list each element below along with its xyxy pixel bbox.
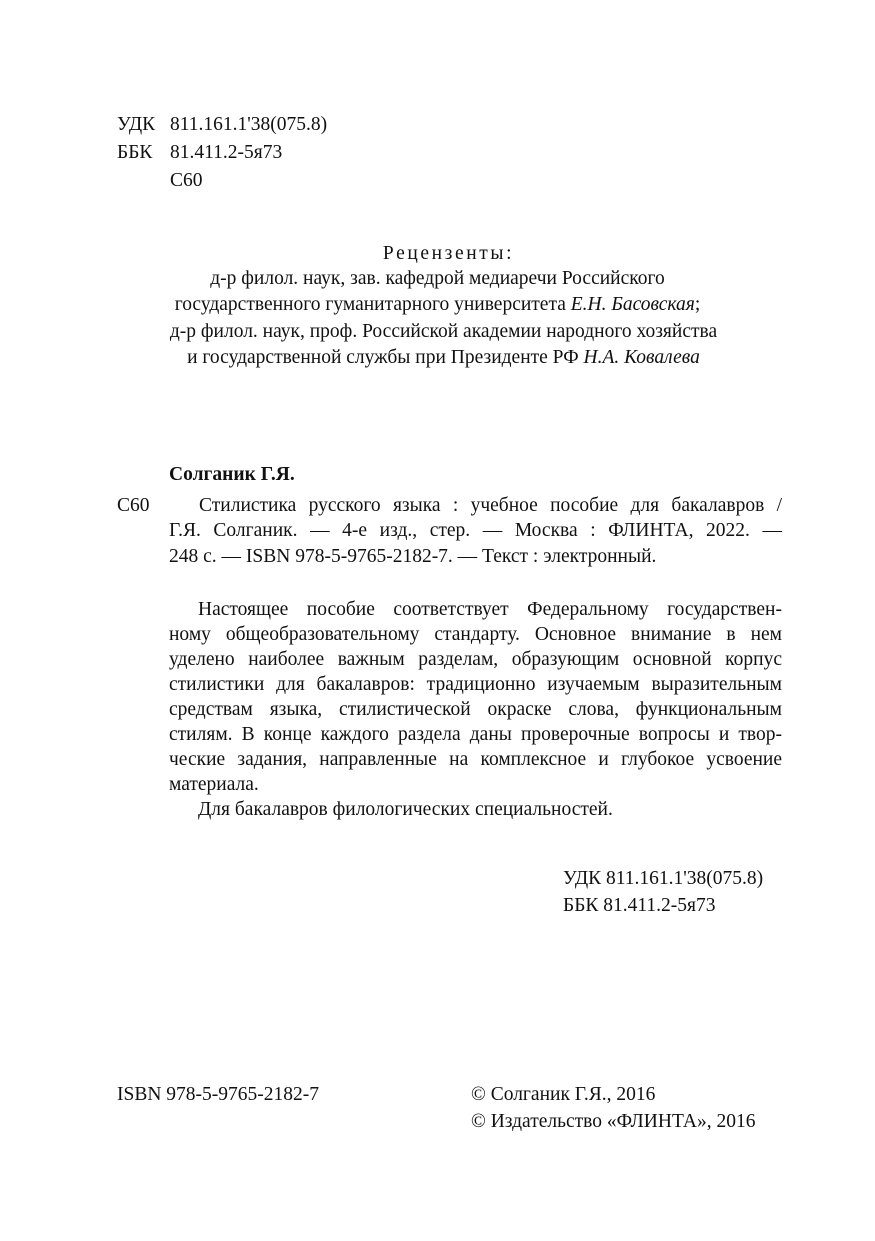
annotation-line: средствам языка, стилистической окраске слова, функциональным	[169, 699, 782, 720]
isbn: ISBN 978-5-9765-2182-7	[117, 1084, 320, 1105]
reviewers-heading: Рецензенты:	[382, 243, 515, 264]
annotation-line: ческие задания, направленные на комплексное и глубокое усвоение	[169, 749, 782, 770]
reviewer-2-line-2	[0, 345, 875, 370]
bbk-label: ББК	[117, 142, 153, 163]
reviewer-1-tail: ;	[694, 294, 701, 315]
bbk-bottom: ББК 81.411.2-5я73	[563, 895, 716, 916]
record-line-3: 248 с. — ISBN 978-5-9765-2182-7. — Текст : электронный.	[169, 546, 657, 567]
annotation	[169, 597, 782, 822]
annotation-line: Настоящее пособие соответствует Федеральному государствен-	[198, 599, 782, 620]
record-line-1: Стилистика русского языка : учебное пособие для бакалавров /	[199, 495, 782, 516]
author-sign: С60	[170, 170, 203, 191]
record-line-2: Г.Я. Солганик. — 4-е изд., стер. — Москва : ФЛИНТА, 2022. —	[169, 520, 782, 541]
udk-label: УДК	[117, 114, 156, 135]
udk-bottom: УДК 811.161.1'38(075.8)	[563, 868, 764, 889]
reviewer-1-line-2	[0, 292, 875, 317]
annotation-last-line: материала.	[169, 774, 259, 795]
annotation-line: уделено наиболее важным разделам, образующим основной корпус	[169, 649, 782, 670]
reviewer-2-line-1: д-р филол. наук, проф. Российской академии народного хозяйства	[169, 321, 718, 342]
bbk-value: 81.411.2-5я73	[170, 142, 283, 163]
reviewer-1-name: Е.Н. Басовская	[570, 294, 695, 315]
reviewer-2-name: Н.А. Ковалева	[583, 347, 700, 368]
record-sign: С60	[117, 495, 150, 516]
audience-note: Для бакалавров филологических специальностей.	[198, 799, 613, 820]
udk-value: 811.161.1'38(075.8)	[170, 114, 328, 135]
reviewer-1-line-1: д-р филол. наук, зав. кафедрой медиаречи Российского	[210, 268, 665, 289]
reviewer-1-affiliation: государственного гуманитарного университета	[174, 294, 566, 315]
author-heading: Солганик Г.Я.	[169, 464, 295, 485]
annotation-line: ному общеобразовательному стандарту. Основное внимание в нем	[169, 624, 782, 645]
copyright-author: © Солганик Г.Я., 2016	[471, 1084, 656, 1105]
annotation-line: стилям. В конце каждого раздела даны проверочные вопросы и твор-	[169, 724, 782, 745]
copyright-publisher: © Издательство «ФЛИНТА», 2016	[471, 1111, 756, 1132]
reviewer-2-affiliation: и государственной службы при Президенте РФ	[187, 347, 579, 368]
annotation-line: стилистики для бакалавров: традиционно изучаемым выразительным	[169, 674, 782, 695]
